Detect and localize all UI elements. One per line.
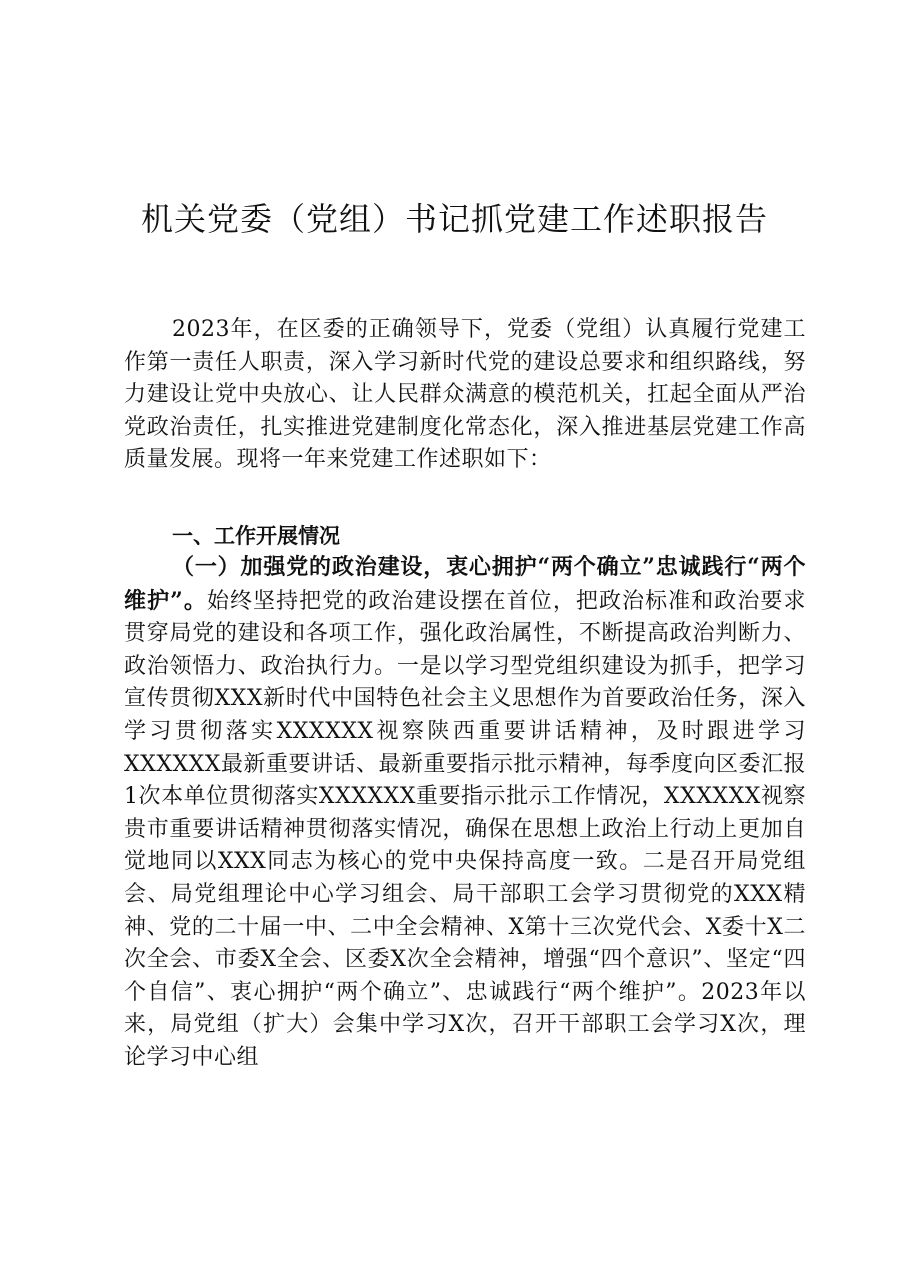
subsection-paragraph (124, 551, 806, 1075)
section-heading: 一、工作开展情况 (172, 524, 340, 548)
subsection-lead: （一）加强党的政治建设，衷心拥护“两个确立”忠诚践行“两个维护”。 (124, 554, 806, 614)
intro-paragraph: 2023年，在区委的正确领导下，党委（党组）认真履行党建工作第一责任人职责，深入学习新时代党的建设总要求和组织路线，努力建设让党中央放心、让人民群众满意的模范机关，扛起全面从严治党政治责任，扎实推进党建制度化常态化，深入推进基层党建工作高质量发展。现将一年来党建工作述职如下： (124, 317, 806, 473)
document-title: 机关党委（党组）书记抓党建工作述职报告 (140, 200, 768, 238)
subsection-body: 始终坚持把党的政治建设摆在首位，把政治标准和政治要求贯穿局党的建设和各项工作，强化政治属性，不断提高政治判断力、政治领悟力、政治执行力。一是以学习型党组织建设为抓手，把学习宣传贯彻XXX新时代中国特色社会主义思想作为首要政治任务，深入学习贯彻落实XXXXXX视察陕西重要讲话精神，及时跟进学习XXXXXX最新重要讲话、最新重要指示批示精神，每季度向区委汇报1次本单位贯彻落实XXXXXX重要指示批示工作情况，XXXXXX视察贵市重要讲话精神贯彻落实情况，确保在思想上政治上行动上更加自觉地同以XXX同志为核心的党中央保持高度一致。二是召开局党组会、局党组理论中心学习组会、局干部职工会学习贯彻党的XXX精神、党的二十届一中、二中全会精神、X第十三次党代会、X委十X二次全会、市委X全会、区委X次全会精神，增强“四个意识”、坚定“四个自信”、衷心拥护“两个确立”、忠诚践行“两个维护”。2023年以来，局党组（扩大）会集中学习X次，召开干部职工会学习X次，理论学习中心组 (124, 588, 806, 1070)
